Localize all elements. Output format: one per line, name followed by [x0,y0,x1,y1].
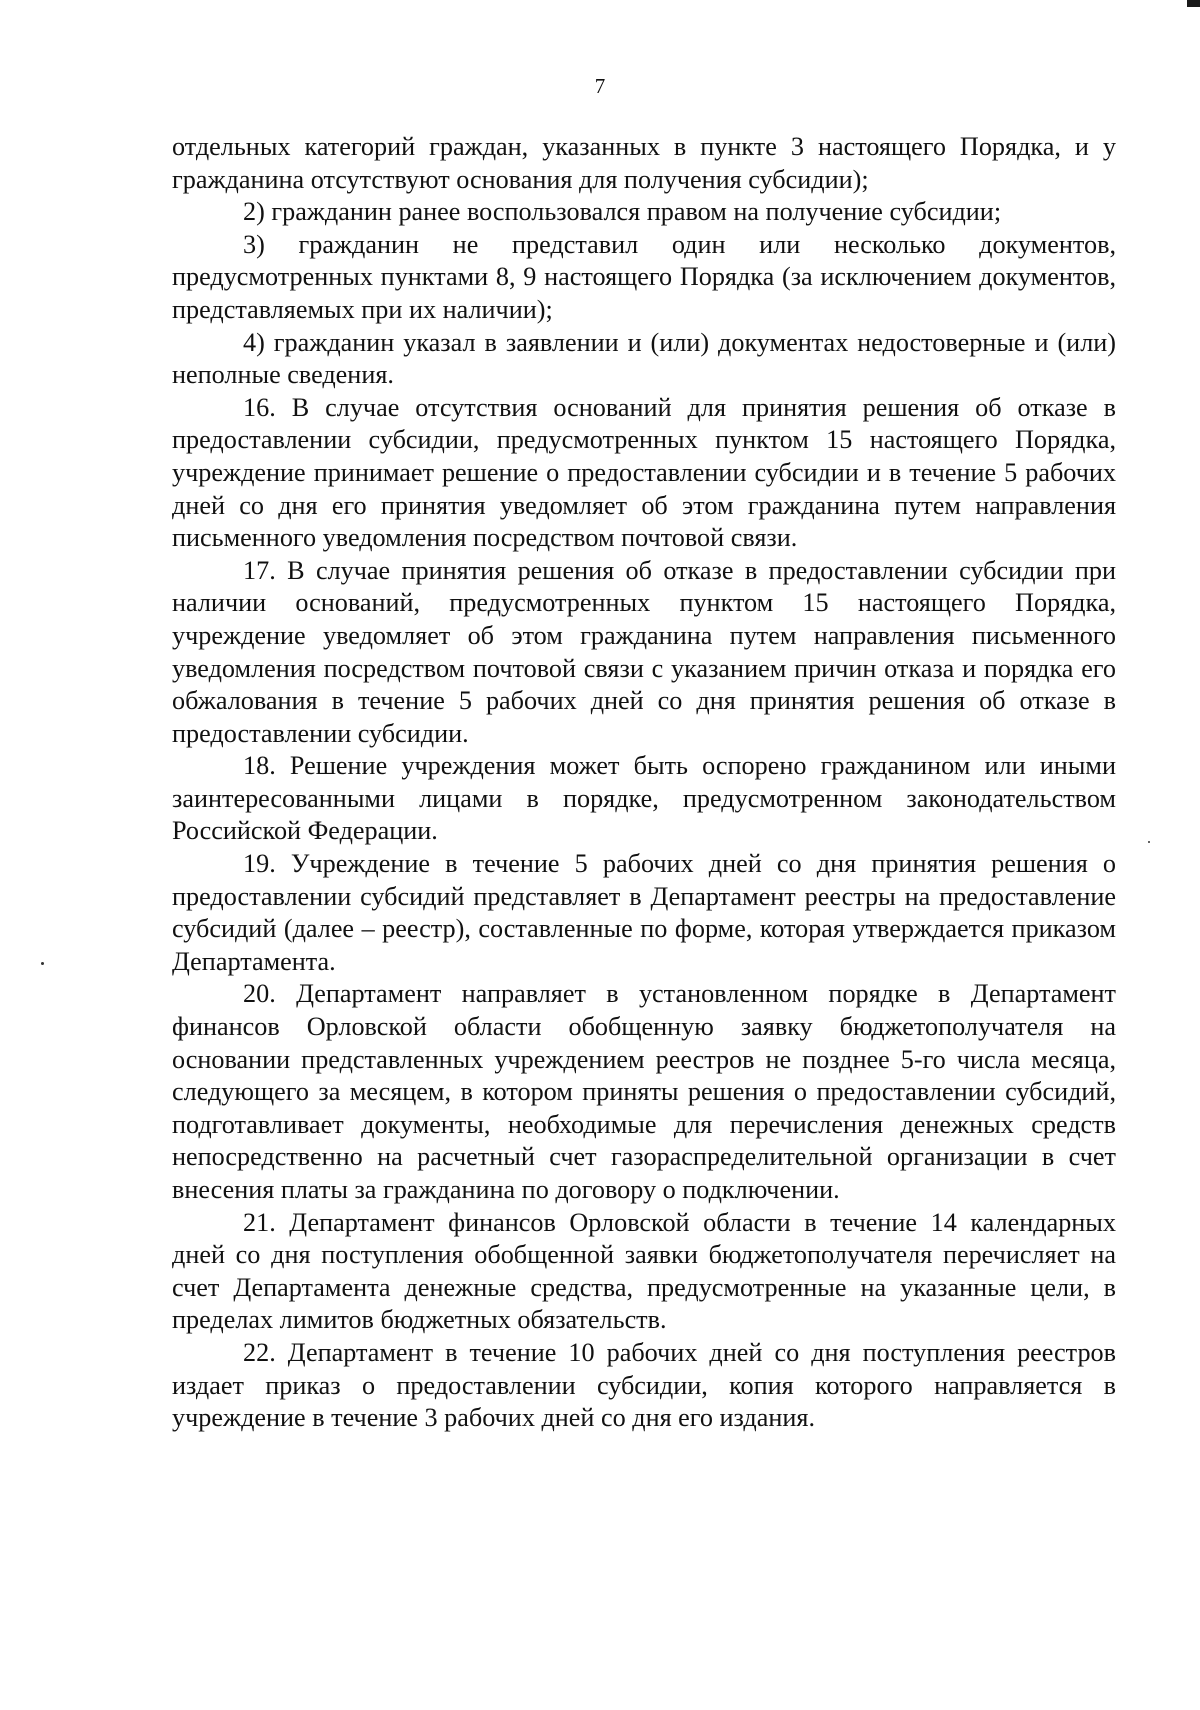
scan-speck [41,962,44,965]
paragraph: отдельных категорий граждан, указанных в пункте 3 настоящего Порядка, и у гражданина отсутствуют основания для получения субсидии); [172,132,1116,194]
paragraph: 4) гражданин указал в заявлении и (или) документах недостоверные и (или) неполные сведения. [172,327,1116,390]
paragraph: 22. Департамент в течение 10 рабочих дней со дня поступления реестров издает приказ о предоставлении субсидии, копия которого направляется в учреждение в течение 3 рабочих дней со дня его издания. [172,1337,1116,1433]
page-number: 7 [594,74,606,98]
paragraph: 21. Департамент финансов Орловской области в течение 14 календарных дней со дня поступления обобщенной заявки бюджетополучателя перечисляет на счет Департамента денежные средства, предусмотренные на указанные цели, в пределах лимитов бюджетных обязательств. [172,1207,1116,1335]
paragraph: 19. Учреждение в течение 5 рабочих дней со дня принятия решения о предоставлении субсидий представляет в Департамент реестры на предоставление субсидий (далее – реестр), составленные по форме, которая утверждается приказом Департамента. [172,849,1116,976]
paragraph: 2) гражданин ранее воспользовался правом на получение субсидии; [243,197,1002,227]
paragraph: 16. В случае отсутствия оснований для принятия решения об отказе в предоставлении субсидии, предусмотренных пунктом 15 настоящего Порядка, учреждение принимает решение о предоставлении субсидии и в течение 5 рабочих дней со дня его принятия уведомляет об этом гражданина путем направления письменного уведомления посредством почтовой связи. [172,392,1116,553]
scan-edge-mark [1187,0,1200,7]
document-body [172,131,1116,1435]
paragraph: 17. В случае принятия решения об отказе в предоставлении субсидии при наличии оснований, предусмотренных пунктом 15 настоящего Порядка, учреждение уведомляет об этом гражданина путем направления письменного уведомления посредством почтовой связи с указанием причин отказа и порядка его обжалования в течение 5 рабочих дней со дня принятия решения об отказе в предоставлении субсидии. [172,555,1116,748]
paragraph: 20. Департамент направляет в установленном порядке в Департамент финансов Орловской области обобщенную заявку бюджетополучателя на основании представленных учреждением реестров не позднее 5-го числа месяца, следующего за месяцем, в котором приняты решения о предоставлении субсидий, подготавливает документы, необходимые для перечисления денежных средств непосредственно на расчетный счет газораспределительной организации в счет внесения платы за гражданина по договору о подключении. [172,979,1116,1204]
paragraph: 18. Решение учреждения может быть оспорено гражданином или иными заинтересованными лицами в порядке, предусмотренном законодательством Российской Федерации. [172,751,1116,846]
scan-speck [1148,841,1150,843]
paragraph: 3) гражданин не представил один или несколько документов, предусмотренных пунктами 8, 9 настоящего Порядка (за исключением документов, представляемых при их наличии); [172,229,1116,324]
